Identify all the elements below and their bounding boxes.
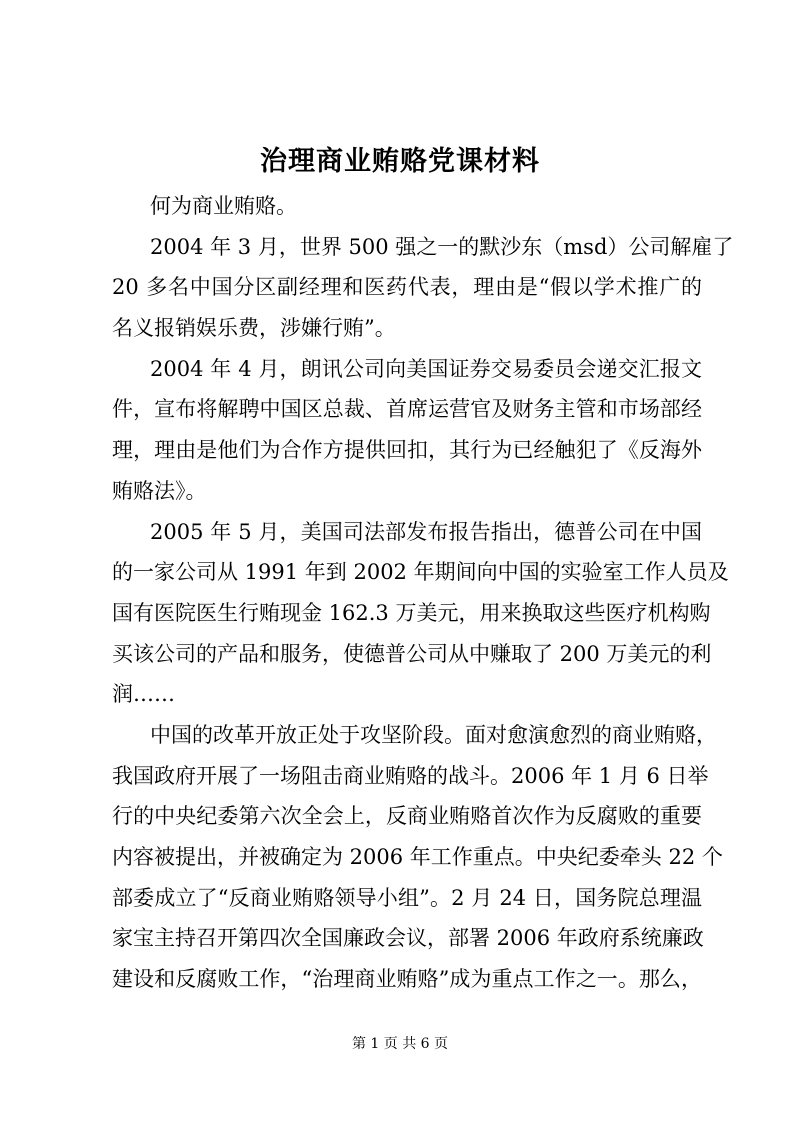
paragraph-1 bbox=[112, 186, 702, 227]
paragraph-line: 2004 年 3 月，世界 500 强之一的默沙东（msd）公司解雇了 bbox=[150, 234, 734, 259]
paragraph-4 bbox=[112, 512, 729, 715]
paragraph-line: 部委成立了“反商业贿赂领导小组”。2 月 24 日，国务院总理温 bbox=[112, 885, 702, 910]
paragraph-line: 行的中央纪委第六次全会上，反商业贿赂首次作为反腐败的重要 bbox=[112, 804, 702, 829]
paragraph-line: 国有医院医生行贿现金 162.3 万美元，用来换取这些医疗机构购 bbox=[112, 600, 711, 625]
paragraph-line: 贿赂法》。 bbox=[112, 478, 207, 503]
paragraph-line: 名义报销娱乐费，涉嫌行贿”。 bbox=[112, 316, 396, 341]
document-title: 治理商业贿赂党课材料 bbox=[260, 146, 540, 177]
paragraph-line: 润…… bbox=[112, 682, 175, 707]
paragraph-line: 件，宣布将解聘中国区总裁、首席运营官及财务主管和市场部经 bbox=[112, 397, 702, 422]
paragraph-line: 中国的改革开放正处于攻坚阶段。面对愈演愈烈的商业贿赂， bbox=[150, 722, 717, 747]
paragraph-line: 建设和反腐败工作，“治理商业贿赂”成为重点工作之一。那么， bbox=[112, 967, 702, 992]
paragraph-3 bbox=[112, 349, 702, 512]
paragraph-line: 家宝主持召开第四次全国廉政会议，部署 2006 年政府系统廉政 bbox=[112, 926, 704, 951]
page-number-footer: 第 1 页 共 6 页 bbox=[351, 1036, 449, 1052]
paragraph-line: 何为商业贿赂。 bbox=[150, 194, 297, 218]
paragraph-5 bbox=[112, 715, 723, 1000]
document-body bbox=[112, 186, 734, 1000]
paragraph-2 bbox=[112, 227, 734, 349]
paragraph-line: 内容被提出，并被确定为 2006 年工作重点。中央纪委牵头 22 个 bbox=[112, 845, 723, 869]
paragraph-line: 的一家公司从 1991 年到 2002 年期间向中国的实验室工作人员及 bbox=[112, 560, 729, 585]
paragraph-line: 我国政府开展了一场阻击商业贿赂的战斗。2006 年 1 月 6 日举 bbox=[112, 763, 709, 788]
paragraph-line: 2005 年 5 月，美国司法部发布报告指出，德普公司在中国 bbox=[150, 519, 702, 544]
paragraph-line: 理，理由是他们为合作方提供回扣，其行为已经触犯了《反海外 bbox=[112, 438, 702, 463]
paragraph-line: 买该公司的产品和服务，使德普公司从中赚取了 200 万美元的利 bbox=[112, 641, 712, 666]
paragraph-line: 20 多名中国分区副经理和医药代表，理由是“假以学术推广的 bbox=[112, 275, 702, 300]
paragraph-line: 2004 年 4 月，朗讯公司向美国证券交易委员会递交汇报文 bbox=[150, 356, 702, 381]
